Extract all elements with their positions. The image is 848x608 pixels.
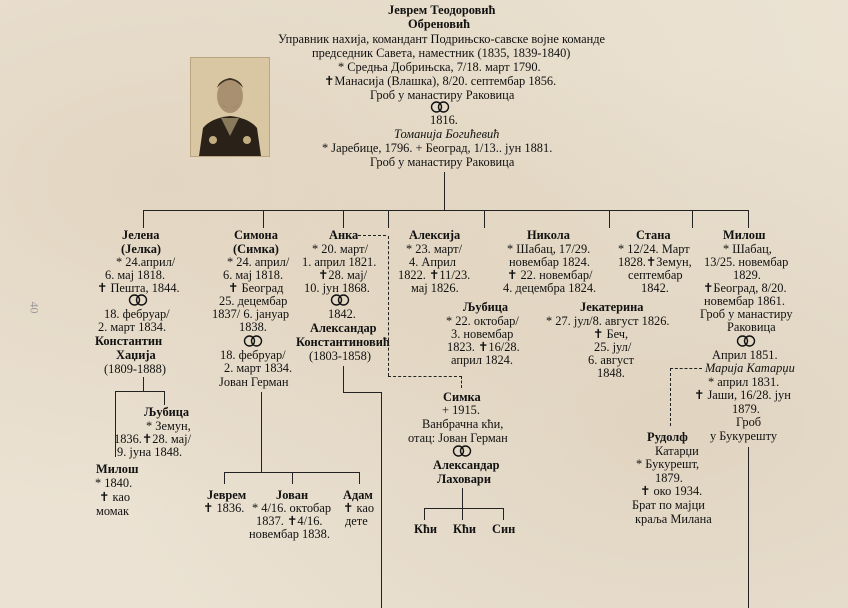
- root-grave: Гроб у манастиру Раковица: [370, 88, 515, 102]
- cross-icon: ✝: [703, 281, 714, 295]
- rudolf-note1: Брат по мајци: [632, 498, 705, 512]
- simona-death4: 1838.: [239, 320, 267, 334]
- milos-birth3: 1829.: [733, 268, 761, 282]
- drop-sin: [503, 508, 504, 520]
- milos-death2: новембар 1861.: [704, 294, 785, 308]
- drop-ljubica2: [164, 391, 165, 405]
- drop-aleksija: [388, 210, 389, 228]
- jelena-birth: * 24.април/: [116, 255, 176, 269]
- simka-dashed-drop: [461, 376, 462, 388]
- jelena-name: Јелена: [122, 228, 160, 242]
- drop-adam: [359, 472, 360, 484]
- simka-name: Симка: [443, 390, 481, 404]
- simona-connector: [261, 392, 262, 472]
- milos-spouse-death: ✝ Јаши, 16/28. јун: [694, 388, 791, 402]
- jekaterina-death: ✝ Беч,: [593, 327, 629, 341]
- jelena-death: ✝ Пешта, 1844.: [97, 281, 180, 295]
- root-name-line1: Јеврем Теодоровић: [388, 3, 496, 17]
- anka-name: Анка: [329, 228, 359, 242]
- jelena-spouse3: (1809-1888): [104, 362, 166, 376]
- rudolf-birth: * Букурешт,: [636, 457, 700, 471]
- cross-icon: ✝: [507, 268, 521, 282]
- milos-birth2: 13/25. новембар: [704, 255, 789, 269]
- drop-jevrem: [224, 472, 225, 484]
- aleksija-birth2: 4. Април: [409, 255, 456, 269]
- milos-spouse-grave1: Гроб: [736, 415, 762, 429]
- ljubica-birth: * 22. октобар/: [446, 314, 519, 328]
- cross-icon: ✝: [640, 484, 654, 498]
- cross-icon: ✝: [287, 514, 298, 528]
- jekaterina-death4: 1848.: [597, 366, 625, 380]
- jelena-spouse1: Константин: [95, 334, 163, 348]
- drop-jekaterina: [609, 210, 610, 228]
- simona-name: Симона: [234, 228, 278, 242]
- jekaterina-death3: 6. август: [588, 353, 634, 367]
- cross-icon: ✝: [97, 281, 111, 295]
- jevrem-name: Јеврем: [207, 488, 247, 502]
- anka-birth2: 1. април 1821.: [302, 255, 377, 269]
- root-marriage-year: 1816.: [430, 113, 458, 127]
- cross-icon: ✝: [593, 327, 607, 341]
- jovan-birth: * 4/16. октобар: [252, 501, 332, 515]
- stana-name: Стана: [636, 228, 671, 242]
- cross-icon: ✝: [694, 388, 708, 402]
- cross-icon: ✝: [324, 74, 335, 88]
- jelena-marriage2: 2. март 1834.: [98, 320, 167, 334]
- cross-icon: ✝: [228, 281, 242, 295]
- cross-icon: ✝: [318, 268, 329, 282]
- ljubica2-birth: * Земун,: [146, 419, 191, 433]
- milos-marriage: Април 1851.: [712, 348, 778, 362]
- nikola-birth2: новембар 1824.: [509, 255, 590, 269]
- simona-marriage1: 18. фебруар/: [220, 348, 286, 362]
- rudolf-birth2: 1879.: [655, 471, 683, 485]
- stana-death2: септембар: [628, 268, 683, 282]
- simka-note1: Ванбрачна кћи,: [422, 417, 504, 431]
- drop-nikola: [484, 210, 485, 228]
- sin-name: Син: [492, 522, 516, 536]
- anka-descent-line: [381, 392, 382, 608]
- root-desc2: председник Савета, наместник (1835, 1839-1840): [312, 46, 571, 60]
- jelena-children-line: [115, 391, 165, 392]
- rudolf-note2: краља Милана: [635, 512, 712, 526]
- page-number: 40: [27, 301, 42, 314]
- simka-connector: [462, 488, 463, 508]
- anka-spouse2: Константиновић: [296, 335, 390, 349]
- milos-birth: * Шабац,: [723, 242, 772, 256]
- ljubica-birth2: 3. новембар: [451, 327, 514, 341]
- stana-death3: 1842.: [641, 281, 669, 295]
- milos-spouse: Марија Катарџи: [705, 361, 795, 375]
- jelena-nick: (Јелка): [121, 242, 162, 256]
- simka-note2: отац: Јован Герман: [408, 431, 508, 445]
- cross-icon: ✝: [99, 490, 113, 504]
- jevrem-death: ✝ 1836.: [203, 501, 245, 515]
- nikola-death2: 4. децембра 1824.: [503, 281, 597, 295]
- root-connector: [444, 172, 445, 210]
- simona-birth2: 6. мај 1818.: [223, 268, 284, 282]
- drop-jelena: [143, 210, 144, 228]
- anka-connector-down: [343, 366, 344, 392]
- spouse-life: * Јаребице, 1796. + Београд, 1/13.. јун 1881.: [322, 141, 553, 155]
- milos2-line4: момак: [96, 504, 130, 518]
- kci2-name: Кћи: [453, 522, 477, 536]
- spouse-name: Томанија Богићевић: [394, 127, 500, 141]
- rudolf-dashed-vertical: [670, 368, 671, 426]
- drop-anka: [343, 210, 344, 228]
- nikola-death: ✝ 22. новембар/: [507, 268, 593, 282]
- ljubica2-name: Љубица: [144, 405, 190, 419]
- milos-spouse-grave2: у Букурешту: [710, 429, 778, 443]
- anka-dashed-link: [358, 235, 386, 236]
- drop-stana: [692, 210, 693, 228]
- anka-connector-horiz: [343, 392, 382, 393]
- jekaterina-birth: * 27. јул/8. август 1826.: [546, 314, 670, 328]
- adam-line3: дете: [345, 514, 368, 528]
- milos-death: ✝Београд, 8/20.: [703, 281, 787, 295]
- aleksija-death2: мај 1826.: [411, 281, 459, 295]
- jovan-death: 1837. ✝4/16.: [256, 514, 323, 528]
- jekaterina-name: Јекатерина: [580, 300, 644, 314]
- drop-kci2: [462, 508, 463, 520]
- milos-name: Милош: [723, 228, 766, 242]
- ljubica-name: Љубица: [463, 300, 509, 314]
- ljubica2-line3: 1836.✝28. мај/: [114, 432, 192, 446]
- stana-birth: * 12/24. Март: [618, 242, 690, 256]
- jovan-death2: новембар 1838.: [249, 527, 330, 541]
- anka-death2: 10. јун 1868.: [304, 281, 370, 295]
- cross-icon: ✝: [343, 501, 357, 515]
- simona-birth: * 24. април/: [227, 255, 290, 269]
- root-name-line2: Обреновић: [408, 17, 470, 31]
- simona-death2: 25. децембар: [219, 294, 288, 308]
- simka-children-line: [424, 508, 504, 509]
- rudolf-surname: Катарџи: [655, 444, 699, 458]
- simona-spouse: Јован Герман: [219, 375, 289, 389]
- milos-spouse-birth: * април 1831.: [708, 375, 780, 389]
- simka-spouse2: Лаховари: [437, 472, 491, 486]
- aleksija-birth: * 23. март/: [406, 242, 463, 256]
- root-birth: * Средња Добрињска, 7/18. март 1790.: [338, 60, 541, 74]
- drop-kci1: [424, 508, 425, 520]
- cross-icon: ✝: [645, 255, 657, 269]
- milos-spouse-death2: 1879.: [732, 402, 760, 416]
- milos2-birth: * 1840.: [95, 476, 133, 490]
- simka-dashed-horiz: [388, 376, 462, 377]
- milos-descent-line: [748, 447, 749, 608]
- anka-marriage: 1842.: [328, 307, 356, 321]
- drop-milos: [748, 210, 749, 228]
- jekaterina-death2: 25. јул/: [594, 340, 632, 354]
- simona-death3: 1837/ 6. јануар: [212, 307, 290, 321]
- portrait-image: [190, 57, 270, 157]
- simka-spouse1: Александар: [433, 458, 500, 472]
- cross-icon: ✝: [203, 501, 217, 515]
- ljubica-death2: април 1824.: [451, 353, 513, 367]
- children-line: [143, 210, 749, 211]
- simka-dashed-vertical: [388, 236, 389, 376]
- simona-marriage2: 2. март 1834.: [224, 361, 293, 375]
- root-desc1: Управник нахија, командант Подрињско-савске војне команде: [278, 32, 606, 46]
- rudolf-dashed-horiz: [670, 368, 702, 369]
- jelena-birth2: 6. мај 1818.: [105, 268, 166, 282]
- rudolf-name: Рудолф: [647, 430, 688, 444]
- milos-grave1: Гроб у манастиру: [700, 307, 793, 321]
- milos-grave2: Раковица: [727, 320, 776, 334]
- jelena-connector: [143, 377, 144, 391]
- aleksija-death: 1822. ✝11/23.: [398, 268, 471, 282]
- cross-icon: ✝: [478, 340, 489, 354]
- simka-death: + 1915.: [442, 403, 480, 417]
- drop-simona: [263, 210, 264, 228]
- aleksija-name: Алексија: [409, 228, 461, 242]
- nikola-birth: * Шабац, 17/29.: [507, 242, 591, 256]
- jovan-name: Јован: [276, 488, 309, 502]
- ljubica2-line4: 9. јуна 1848.: [117, 445, 183, 459]
- cross-icon: ✝: [141, 432, 153, 446]
- ljubica-death: 1823. ✝16/28.: [447, 340, 520, 354]
- drop-jovan: [292, 472, 293, 484]
- nikola-name: Никола: [527, 228, 570, 242]
- adam-death: ✝ као: [343, 501, 375, 515]
- root-death: ✝Манасија (Влашка), 8/20. септембар 1856.: [324, 74, 557, 88]
- simona-nick: (Симка): [233, 242, 279, 256]
- spouse-grave: Гроб у манастиру Раковица: [370, 155, 515, 169]
- kci1-name: Кћи: [414, 522, 438, 536]
- rudolf-death: ✝ око 1934.: [640, 484, 703, 498]
- anka-spouse1: Александар: [310, 321, 377, 335]
- cross-icon: ✝: [429, 268, 440, 282]
- anka-death: ✝28. мај/: [318, 268, 368, 282]
- anka-spouse3: (1803-1858): [309, 349, 371, 363]
- jelena-marriage1: 18. фебруар/: [104, 307, 170, 321]
- jelena-spouse2: Хаџија: [116, 348, 156, 362]
- milos2-name: Милош: [96, 462, 139, 476]
- simona-death: ✝ Београд: [228, 281, 284, 295]
- milos2-death: ✝ као: [99, 490, 131, 504]
- stana-death: 1828.✝Земун,: [618, 255, 692, 269]
- adam-name: Адам: [343, 488, 373, 502]
- anka-birth: * 20. март/: [312, 242, 369, 256]
